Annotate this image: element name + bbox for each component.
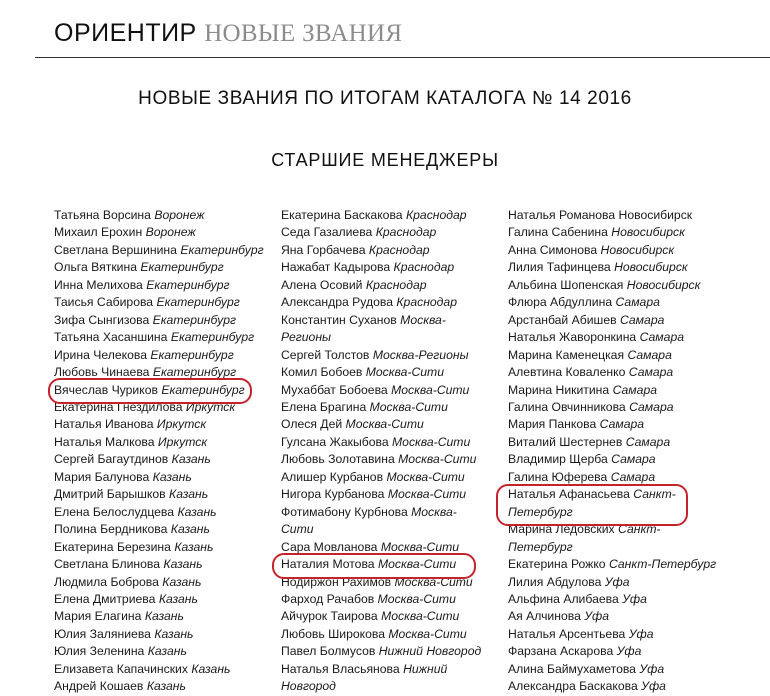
list-item [281,224,486,241]
list-item [281,294,486,311]
city-name: Воронеж [154,208,205,222]
city-name: Казань [146,679,186,694]
city-name: Москва-Сити [377,591,456,606]
list-item [508,399,738,416]
list-item [54,224,269,241]
person-name: Галина Сабенина [508,225,608,240]
list-item [508,591,738,608]
person-name: Наталия Мотова [281,557,375,572]
city-name: Москва-Сити [387,487,467,502]
city-name: Казань [171,452,211,467]
city-name: Казань [152,469,192,484]
city-name-continued: Регионы [281,330,332,345]
city-name: Москва-Сити [365,365,444,380]
city-name: Уфа [639,661,665,676]
person-name: Марина Никитина [508,382,610,397]
list-item [281,591,486,608]
person-name: Сергей Толстов [281,347,370,362]
person-name: Инна Мелихова [54,277,143,292]
person-name: Мария Балунова [54,469,150,484]
list-item [281,207,486,224]
list-item [54,469,269,486]
city-name: Иркутск [185,399,236,414]
city-name: Екатеринбург [146,277,230,292]
list-item [54,312,269,329]
city-name: Иркутск [156,417,207,432]
person-name: Наталья Жаворонкина [508,330,637,345]
person-name: Гулсана Жакыбова [281,434,389,449]
city-name: Москва-Сити [386,469,465,484]
city-name: Новосибирск [614,260,688,275]
list-item [508,416,738,433]
list-item [54,277,269,294]
list-item [508,242,738,259]
person-name: Комил Бобоев [281,365,363,380]
city-name: Казань [163,557,203,572]
city-name: Самара [628,365,674,380]
city-name: Новосибирск [626,277,701,292]
list-item [281,312,486,347]
list-item [281,399,486,416]
names-column-2 [281,207,486,696]
list-item [54,504,269,521]
person-name: Марина Ледовских [508,522,615,537]
person-name: Наталья Афанасьева [508,487,630,502]
list-item [54,242,269,259]
city-name: Казань [169,487,209,502]
person-name: Альбина Шопенская [508,277,624,292]
list-item [281,242,486,259]
person-name: Таисья Сабирова [54,295,154,310]
city-name: Новосибирск [600,242,675,257]
person-name: Нажабат Кадырова [281,260,391,275]
person-name: Александра Баскакова [508,679,638,694]
person-name: Мария Елагина [54,609,142,624]
header-brand: ОРИЕНТИР [54,19,197,47]
city-name: Воронеж [145,225,196,240]
city-name: Санкт- [633,487,676,502]
person-name: Яна Горбачева [281,242,366,257]
city-name: Краснодар [396,295,457,310]
city-name: Екатеринбург [156,295,240,310]
list-item [54,574,269,591]
city-name: Самара [625,434,671,449]
city-name: Москва-Сити [392,434,471,449]
person-name: Владимир Щерба [508,452,608,467]
city-name: Казань [191,661,231,676]
list-item [54,486,269,503]
list-item [54,556,269,573]
city-name: Уфа [628,626,654,641]
city-name: Казань [170,522,210,537]
city-name: Екатеринбург [150,347,234,362]
list-item [281,574,486,591]
list-item [508,469,738,486]
list-item [281,539,486,556]
person-name: Людмила Боброва [54,574,159,589]
person-name: Андрей Кошаев [54,679,144,694]
list-item [54,626,269,643]
list-item [54,399,269,416]
list-item [508,347,738,364]
list-item [281,347,486,364]
person-name: Вячеслав Чуриков [54,382,158,397]
person-name: Фотимабону Курбнова [281,504,408,519]
person-name: Татьяна Хасаншина [54,330,168,345]
city-name: Москва-Сити [398,452,477,467]
city-name-continued: Петербург [508,504,573,519]
list-item [281,277,486,294]
city-name: Самара [639,330,684,345]
person-name: Елена Дмитриева [54,591,156,606]
list-item [508,678,738,695]
person-name: Екатерина Баскакова [281,208,403,222]
person-name: Алена Осовий [281,277,363,292]
city-name: Казань [154,626,194,641]
city-name: Санкт-Петербург [608,557,717,572]
section-subtitle: СТАРШИЕ МЕНЕДЖЕРЫ [271,150,499,170]
list-item [508,451,738,468]
list-item [281,486,486,503]
list-item [54,259,269,276]
list-item [54,591,269,608]
city-name: Нижний [403,661,448,676]
person-name: Зифа Сынгизова [54,312,150,327]
city-name: Казань [174,539,214,554]
list-item [281,643,486,660]
person-name: Павел Болмусов [281,644,376,659]
person-name: Любовь Золотавина [281,452,395,467]
person-name: Марина Каменецкая [508,347,625,362]
person-name: Юлия Заляниева [54,626,151,641]
list-item [54,661,269,678]
person-name: Любовь Широкова [281,626,386,641]
list-item [281,259,486,276]
city-name: Иркутск [157,434,208,449]
city-name: Москва-Сити [377,557,457,572]
list-item [508,626,738,643]
city-name: Самара [599,417,645,432]
person-name: Айчурок Таирова [281,609,378,624]
person-name: Татьяна Ворсина [54,208,151,222]
person-name: Алевтина Коваленко [508,365,626,380]
city-name: Самара [629,399,674,414]
list-item [508,556,738,573]
person-name: Александра Рудова [281,295,393,310]
person-name: Ая Алчинова [508,609,581,624]
city-name: Самара [612,382,657,397]
person-name: Елизавета Капачинских [54,661,188,676]
person-name: Мухаббат Бобоева [281,382,388,397]
list-item [281,434,486,451]
city-name: Екатеринбург [180,242,264,257]
city-name: Казань [147,644,187,659]
list-item [508,486,738,521]
person-name: Нодиржон Рахимов [281,574,392,589]
city-name: Новосибирск [611,225,685,240]
city-name: Нижний Новгород [378,644,482,659]
person-name: Нигора Курбанова [281,487,385,502]
list-item [281,451,486,468]
page-header [54,18,402,49]
person-name: Наталья Иванова [54,417,154,432]
person-name: Наталья Малкова [54,434,155,449]
city-name: Москва-Сити [394,574,473,589]
list-item [281,608,486,625]
city-name: Москва-Регионы [372,347,469,362]
list-item [54,539,269,556]
person-name: Анна Симонова [508,242,598,257]
list-item [508,382,738,399]
person-name: Екатерина Гнездилова [54,399,183,414]
city-name: Екатеринбург [152,365,237,380]
list-item [281,382,486,399]
city-name: Москва- [411,504,457,519]
person-name: Фарзана Аскарова [508,644,614,659]
city-name: Уфа [584,609,610,624]
city-name: Самара [610,469,656,484]
city-name: Екатеринбург [161,382,245,397]
city-name: Уфа [641,679,666,694]
list-item [54,521,269,538]
person-name: Михаил Ерохин [54,225,143,240]
list-item [508,434,738,451]
person-name: Елена Белослудцева [54,504,175,519]
list-item [508,521,738,556]
city-name: Санкт- [618,522,661,537]
person-name: Мария Панкова [508,417,597,432]
person-name: Альфина Алибаева [508,591,619,606]
list-item [281,504,486,539]
city-name: Москва-Сити [391,382,470,397]
person-name: Ольга Вяткина [54,260,137,275]
city-name: Самара [627,347,672,362]
city-name: Москва-Сити [369,399,448,414]
list-item [508,661,738,678]
city-name: Казань [144,609,184,624]
city-name: Уфа [604,574,630,589]
list-item [508,312,738,329]
names-column-1 [54,207,269,696]
list-item [54,608,269,625]
list-item [54,643,269,660]
person-name: Екатерина Березина [54,539,171,554]
city-name: Краснодар [365,277,427,292]
city-name: Екатеринбург [170,330,255,345]
city-name: Краснодар [375,225,437,240]
city-name: Самара [615,295,660,310]
city-name: Москва- [400,312,446,327]
person-name: Дмитрий Барышков [54,487,166,502]
person-name: Фарход Рачабов [281,591,375,606]
person-name: Галина Юферева [508,469,608,484]
person-name: Алишер Курбанов [281,469,384,484]
list-item [54,678,269,695]
person-name: Наталья Романова [508,208,616,222]
list-item [281,626,486,643]
list-item [508,277,738,294]
city-name: Самара [611,452,656,467]
list-item [54,207,269,224]
person-name: Галина Овчинникова [508,399,626,414]
list-item [508,329,738,346]
list-item [281,661,486,696]
list-item [54,294,269,311]
person-name: Наталья Власьянова [281,661,400,676]
city-name: Екатеринбург [152,312,236,327]
city-name: Краснодар [405,208,467,222]
person-name: Алина Баймухаметова [508,661,636,676]
city-name: Казань [158,591,198,606]
city-name: Москва-Сити [380,539,460,554]
list-item [54,416,269,433]
list-item [281,416,486,433]
city-name: Уфа [622,591,647,606]
list-item [54,347,269,364]
city-name: Москва-Сити [388,626,467,641]
city-name: Самара [619,312,665,327]
city-name-continued: Петербург [508,539,573,554]
list-item [508,643,738,660]
list-item [508,224,738,241]
person-name: Екатерина Рожко [508,557,606,572]
city-name: Краснодар [393,260,455,275]
person-name: Сергей Багаутдинов [54,452,169,467]
list-item [54,451,269,468]
city-name: Казань [177,504,217,519]
list-item [508,259,738,276]
person-name: Наталья Арсентьева [508,626,626,641]
person-name: Виталий Шестернев [508,434,623,449]
list-item [54,382,269,399]
page-title: НОВЫЕ ЗВАНИЯ ПО ИТОГАМ КАТАЛОГА № 14 2016 [138,88,632,109]
person-name: Светлана Вершинина [54,242,177,257]
city-name: Казань [162,574,202,589]
city-name: Екатеринбург [140,260,224,275]
city-name: Москва-Сити [381,609,460,624]
list-item [508,574,738,591]
names-column-3 [508,207,738,696]
city-name: Краснодар [368,242,430,257]
person-name: Седа Газалиева [281,225,373,240]
city-name: Уфа [616,644,642,659]
header-divider [35,57,770,58]
list-item [508,207,738,224]
list-item [281,469,486,486]
person-name: Олеся Дей [281,417,343,432]
person-name: Ирина Челекова [54,347,147,362]
person-name: Лилия Тафинцева [508,260,611,275]
list-item [54,434,269,451]
person-name: Сара Мовланова [281,539,378,554]
person-name: Елена Брагина [281,399,367,414]
person-name: Арстанбай Абишев [508,312,617,327]
person-name: Константин Суханов [281,312,397,327]
header-section: НОВЫЕ ЗВАНИЯ [204,20,403,47]
city-name-continued: Сити [281,522,314,537]
person-name: Лилия Абдулова [508,574,602,589]
person-name: Светлана Блинова [54,557,161,572]
list-item [54,364,269,381]
list-item [508,364,738,381]
city-name-continued: Новгород [281,679,336,694]
list-item [54,329,269,346]
list-item [281,556,486,573]
list-item [281,364,486,381]
list-item [508,608,738,625]
person-name: Полина Бердникова [54,522,168,537]
list-item [508,294,738,311]
person-name: Любовь Чинаева [54,365,150,380]
city-name: Новосибирск [618,208,693,222]
city-name: Москва-Сити [345,417,424,432]
person-name: Юлия Зеленина [54,644,145,659]
person-name: Флюра Абдуллина [508,295,613,310]
